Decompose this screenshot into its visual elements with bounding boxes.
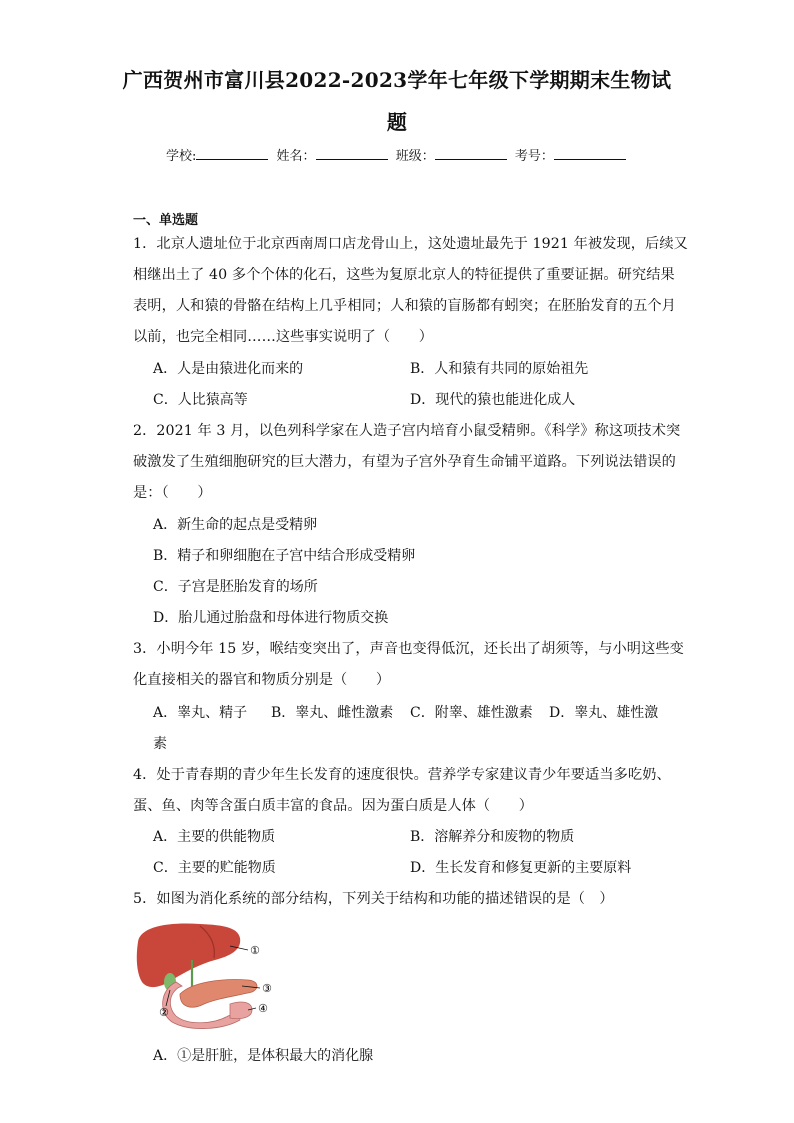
q1-option-a[interactable]: A．人是由猿进化而来的 [153, 361, 304, 377]
figure-label-1: ① [250, 944, 260, 957]
q4-option-b[interactable]: B．溶解养分和废物的物质 [410, 829, 575, 845]
q3-option-d-continued: 素 [153, 736, 167, 752]
q4-option-d[interactable]: D．生长发育和修复更新的主要原料 [410, 860, 632, 876]
figure-label-2: ② [159, 1006, 169, 1019]
q2-option-a[interactable]: A．新生命的起点是受精卵 [153, 517, 318, 533]
section-title: 一、单选题 [133, 213, 199, 228]
q1-option-c[interactable]: C．人比猿高等 [153, 392, 248, 408]
q1-line-4: 以前，也完全相同……这些事实说明了（ ） [133, 329, 434, 345]
class-label: 班级： [395, 149, 435, 164]
school-blank[interactable] [196, 147, 268, 160]
q2-option-b[interactable]: B．精子和卵细胞在子宫中结合形成受精卵 [153, 548, 416, 564]
q2-line-2: 破激发了生殖细胞研究的巨大潜力，有望为子宫外孕育生命铺平道路。下列说法错误的 [133, 454, 676, 470]
q3-option-c[interactable]: C．附睾、雄性激素 [410, 705, 533, 721]
class-blank[interactable] [435, 147, 507, 160]
digestive-system-figure [130, 920, 280, 1030]
q4-line-1: 4．处于青春期的青少年生长发育的速度很快。营养学专家建议青少年要适当多吃奶、 [133, 767, 671, 783]
name-blank[interactable] [316, 147, 388, 160]
exam-no-blank[interactable] [554, 147, 626, 160]
q5-line-1: 5．如图为消化系统的部分结构，下列关于结构和功能的描述错误的是（ ） [133, 891, 614, 907]
q4-option-c[interactable]: C．主要的贮能物质 [153, 860, 276, 876]
q1-line-2: 相继出土了 40 多个个体的化石，这些为复原北京人的特征提供了重要证据。研究结果 [133, 267, 675, 283]
q3-line-1: 3．小明今年 15 岁，喉结变突出了，声音也变得低沉，还长出了胡须等，与小明这些变 [133, 641, 684, 657]
q2-line-3: 是：（ ） [133, 485, 212, 501]
q3-option-d[interactable]: D．睾丸、雄性激 [549, 705, 659, 721]
figure-label-4: ④ [258, 1002, 268, 1015]
q1-line-1: 1．北京人遗址位于北京西南周口店龙骨山上，这处遗址最先于 1921 年被发现，后续又 [133, 236, 688, 252]
liver-shape [137, 924, 240, 988]
exam-no-label: 考号： [514, 149, 554, 164]
student-info-row [166, 145, 630, 164]
q3-option-a[interactable]: A．睾丸、精子 [153, 705, 248, 721]
q1-option-d[interactable]: D．现代的猿也能进化成人 [410, 392, 576, 408]
q3-option-b[interactable]: B．睾丸、雌性激素 [271, 705, 394, 721]
q1-line-3: 表明，人和猿的骨骼在结构上几乎相同；人和猿的盲肠都有蚓突；在胚胎发育的五个月 [133, 298, 676, 314]
q2-option-c[interactable]: C．子宫是胚胎发育的场所 [153, 579, 318, 595]
q4-line-2: 蛋、鱼、肉等含蛋白质丰富的食品。因为蛋白质是人体（ ） [133, 798, 534, 814]
school-label: 学校: [166, 149, 197, 164]
q2-line-1: 2．2021 年 3 月，以色列科学家在人造子宫内培育小鼠受精卵。《科学》称这项技术突 [133, 423, 681, 439]
q2-option-d[interactable]: D．胎儿通过胎盘和母体进行物质交换 [153, 610, 389, 626]
q1-option-b[interactable]: B．人和猿有共同的原始祖先 [410, 361, 589, 377]
q3-line-2: 化直接相关的器官和物质分别是（ ） [133, 672, 391, 688]
name-label: 姓名： [276, 149, 316, 164]
q4-option-a[interactable]: A．主要的供能物质 [153, 829, 276, 845]
exam-title-line2: 题 [386, 110, 408, 134]
figure-label-3: ③ [262, 982, 272, 995]
exam-title-line1: 广西贺州市富川县2022-2023学年七年级下学期期末生物试 [122, 68, 672, 92]
q5-option-a[interactable]: A．①是肝脏，是体积最大的消化腺 [153, 1048, 374, 1064]
